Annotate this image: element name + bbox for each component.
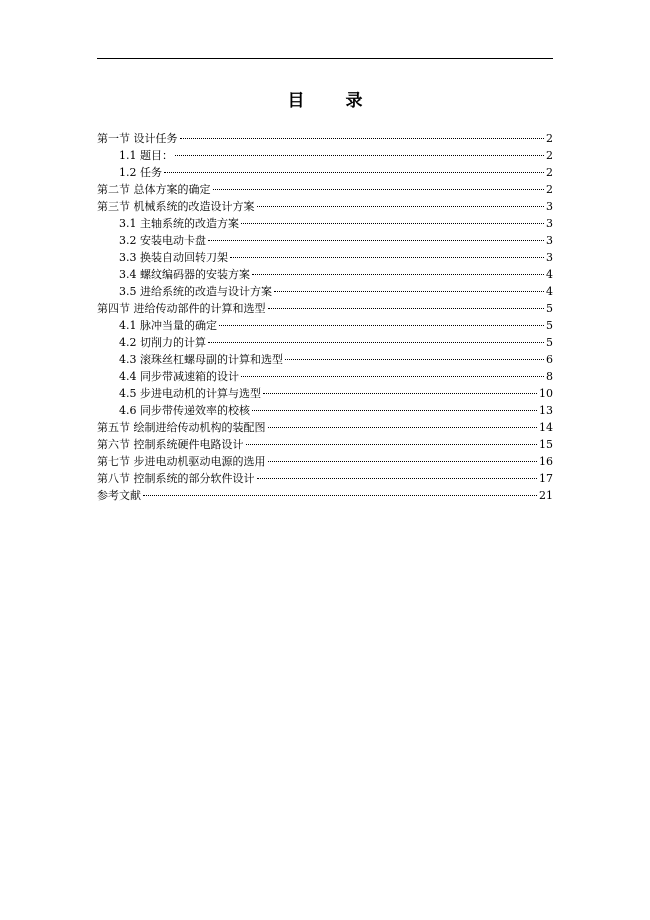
- toc-entry-page-number: 2: [546, 183, 553, 196]
- toc-entry-label: 4.5 步进电动机的计算与选型: [119, 387, 261, 400]
- toc-entry-page-number: 3: [546, 251, 553, 264]
- toc-entry-page-number: 2: [546, 166, 553, 179]
- toc-dot-leader: [246, 444, 538, 445]
- toc-dot-leader: [252, 410, 537, 411]
- toc-entry-page-number: 3: [546, 217, 553, 230]
- toc-entry[interactable]: [97, 419, 553, 436]
- toc-entry-page-number: 5: [546, 319, 553, 332]
- toc-entry[interactable]: [97, 487, 553, 504]
- toc-entry-label: 4.6 同步带传递效率的校核: [119, 404, 250, 417]
- page-title: 目 录: [287, 91, 375, 111]
- toc-entry-page-number: 15: [539, 438, 553, 451]
- toc-entry-label: 1.2 任务: [119, 166, 162, 179]
- toc-entry-page-number: 5: [546, 336, 553, 349]
- toc-entry-label: 4.4 同步带减速箱的设计: [119, 370, 239, 383]
- toc-entry-page-number: 2: [546, 132, 553, 145]
- toc-entry-label: 3.1 主轴系统的改造方案: [119, 217, 239, 230]
- toc-dot-leader: [241, 376, 544, 377]
- toc-entry-label: 3.3 换装自动回转刀架: [119, 251, 228, 264]
- toc-dot-leader: [208, 342, 544, 343]
- toc-dot-leader: [175, 155, 544, 156]
- toc-entry-page-number: 3: [546, 200, 553, 213]
- toc-dot-leader: [164, 172, 544, 173]
- toc-entry[interactable]: [97, 130, 553, 147]
- toc-entry-page-number: 5: [546, 302, 553, 315]
- toc-dot-leader: [257, 206, 545, 207]
- toc-entry-label: 第六节 控制系统硬件电路设计: [97, 438, 244, 451]
- toc-entry[interactable]: [97, 453, 553, 470]
- toc-entry-page-number: 4: [546, 285, 553, 298]
- toc-entry-label: 3.5 进给系统的改造与设计方案: [119, 285, 272, 298]
- table-of-contents: [97, 130, 553, 504]
- toc-entry-page-number: 6: [546, 353, 553, 366]
- toc-entry[interactable]: [97, 385, 553, 402]
- toc-dot-leader: [208, 240, 544, 241]
- toc-entry[interactable]: [97, 351, 553, 368]
- toc-entry-label: 4.2 切削力的计算: [119, 336, 206, 349]
- toc-entry-label: 第一节 设计任务: [97, 132, 178, 145]
- toc-entry-page-number: 10: [539, 387, 553, 400]
- toc-entry[interactable]: [97, 147, 553, 164]
- toc-entry-label: 参考文献: [97, 489, 141, 502]
- toc-dot-leader: [257, 478, 538, 479]
- toc-entry[interactable]: [97, 300, 553, 317]
- toc-entry[interactable]: [97, 232, 553, 249]
- toc-entry[interactable]: [97, 249, 553, 266]
- header-rule: [97, 58, 553, 59]
- toc-entry-page-number: 8: [546, 370, 553, 383]
- toc-dot-leader: [274, 291, 544, 292]
- toc-dot-leader: [219, 325, 544, 326]
- toc-entry-label: 3.4 螺纹编码器的安装方案: [119, 268, 250, 281]
- toc-dot-leader: [252, 274, 544, 275]
- toc-entry-label: 4.3 滚珠丝杠螺母副的计算和选型: [119, 353, 283, 366]
- toc-entry[interactable]: [97, 317, 553, 334]
- toc-entry-page-number: 4: [546, 268, 553, 281]
- toc-entry-page-number: 21: [539, 489, 553, 502]
- toc-entry[interactable]: [97, 470, 553, 487]
- toc-entry[interactable]: [97, 181, 553, 198]
- toc-entry-label: 第七节 步进电动机驱动电源的选用: [97, 455, 266, 468]
- toc-entry[interactable]: [97, 283, 553, 300]
- toc-dot-leader: [263, 393, 537, 394]
- toc-entry-page-number: 2: [546, 149, 553, 162]
- toc-dot-leader: [213, 189, 545, 190]
- toc-dot-leader: [285, 359, 544, 360]
- toc-entry-label: 第四节 进给传动部件的计算和选型: [97, 302, 266, 315]
- toc-entry[interactable]: [97, 164, 553, 181]
- toc-dot-leader: [268, 461, 538, 462]
- toc-entry-page-number: 17: [539, 472, 553, 485]
- toc-entry[interactable]: [97, 198, 553, 215]
- toc-entry[interactable]: [97, 334, 553, 351]
- toc-entry-label: 3.2 安装电动卡盘: [119, 234, 206, 247]
- toc-entry-label: 第二节 总体方案的确定: [97, 183, 211, 196]
- toc-entry[interactable]: [97, 402, 553, 419]
- toc-entry[interactable]: [97, 436, 553, 453]
- toc-entry-label: 4.1 脉冲当量的确定: [119, 319, 217, 332]
- toc-dot-leader: [230, 257, 544, 258]
- toc-entry[interactable]: [97, 215, 553, 232]
- toc-entry-label: 1.1 题目：: [119, 149, 173, 162]
- toc-dot-leader: [268, 308, 545, 309]
- toc-dot-leader: [180, 138, 545, 139]
- toc-entry[interactable]: [97, 266, 553, 283]
- toc-entry-label: 第五节 绘制进给传动机构的装配图: [97, 421, 266, 434]
- toc-entry-label: 第三节 机械系统的改造设计方案: [97, 200, 255, 213]
- toc-entry-page-number: 3: [546, 234, 553, 247]
- toc-dot-leader: [241, 223, 544, 224]
- toc-entry-page-number: 14: [539, 421, 553, 434]
- toc-entry-page-number: 16: [539, 455, 553, 468]
- toc-entry[interactable]: [97, 368, 553, 385]
- toc-entry-label: 第八节 控制系统的部分软件设计: [97, 472, 255, 485]
- toc-dot-leader: [268, 427, 538, 428]
- toc-entry-page-number: 13: [539, 404, 553, 417]
- toc-dot-leader: [143, 495, 537, 496]
